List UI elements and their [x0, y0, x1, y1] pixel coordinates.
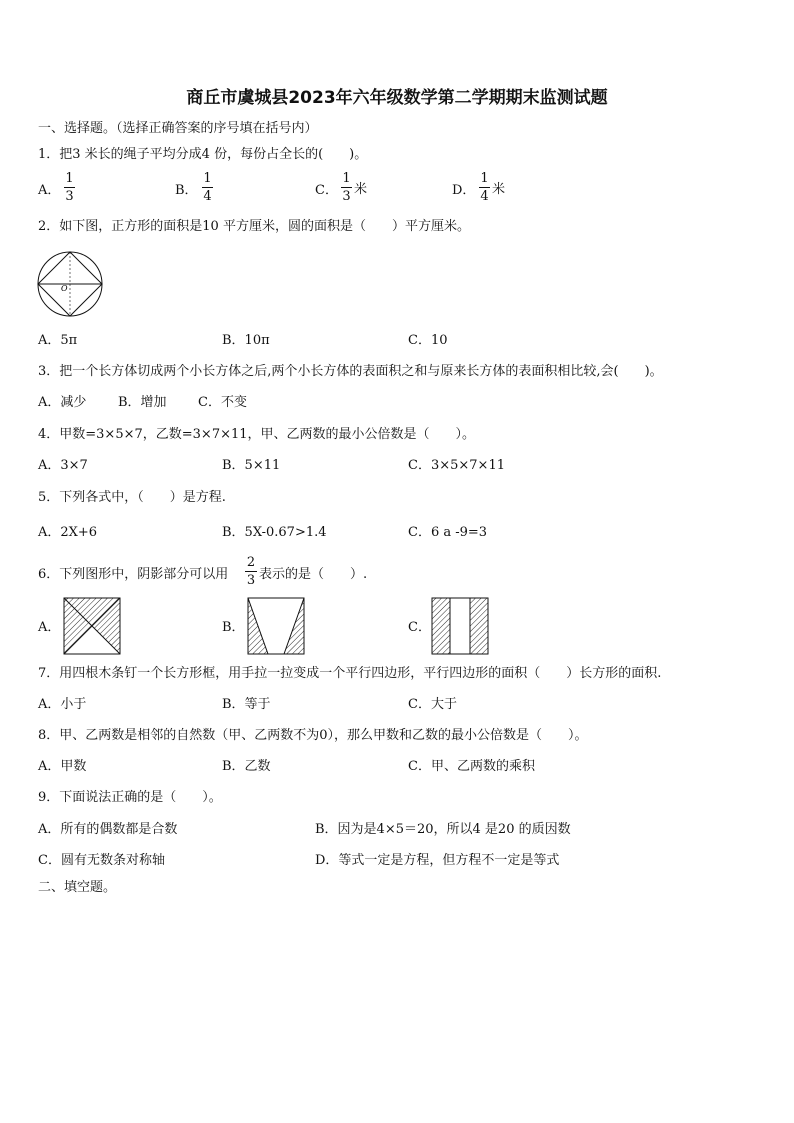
question-9-option-a: A．所有的偶数都是合数: [38, 822, 178, 837]
fraction-numerator: 1: [342, 171, 351, 186]
question-8-option-b: B．乙数: [222, 759, 271, 774]
question-3-option-c: C．不变: [198, 395, 247, 410]
fraction-denominator: 4: [203, 189, 212, 204]
question-1-stem: 1．把3 米长的绳子平均分成4 份，每份占全长的( )。: [38, 147, 368, 162]
question-7-stem: 7．用四根木条钉一个长方形框，用手拉一拉变成一个平行四边形，平行四边形的面积（ ）长方形的面积.: [38, 666, 662, 681]
center-label: O: [61, 284, 68, 293]
section-heading-fill-blank: 二、填空题。: [38, 880, 117, 895]
option-label: B．: [175, 183, 198, 198]
question-3-stem: 3．把一个长方体切成两个小长方体之后,两个小长方体的表面积之和与原来长方体的表面积相比较,会( )。: [38, 364, 663, 379]
question-4-option-b: B．5×11: [222, 458, 281, 473]
question-6-option-b-label: B．: [222, 620, 245, 635]
fraction-numerator: 2: [246, 555, 256, 570]
question-9-option-b: B．因为是4×5＝20，所以4 是20 的质因数: [315, 822, 571, 837]
fraction-denominator: 3: [246, 573, 256, 588]
question-4-option-c: C．3×5×7×11: [408, 458, 505, 473]
question-5-stem: 5．下列各式中，（ ）是方程.: [38, 490, 226, 505]
fraction: [202, 172, 213, 203]
fraction: [245, 556, 257, 587]
option-label: C．: [315, 183, 338, 198]
question-6-option-a-label: A．: [38, 620, 61, 635]
question-9-option-d: D．等式一定是方程，但方程不一定是等式: [315, 853, 560, 868]
question-6-stem-end: 表示的是（ ）.: [259, 567, 368, 582]
question-3-option-b: B．增加: [118, 395, 167, 410]
question-9-option-c: C．圆有无数条对称轴: [38, 853, 165, 868]
question-6-option-c-label: C．: [408, 620, 431, 635]
fraction-numerator: 1: [480, 171, 489, 186]
fraction-numerator: 1: [65, 171, 74, 186]
question-2-stem: 2．如下图，正方形的面积是10 平方厘米，圆的面积是（ ）平方厘米。: [38, 219, 470, 234]
section-heading-choice: 一、选择题。（选择正确答案的序号填在括号内）: [38, 121, 318, 136]
question-8-option-a: A．甲数: [38, 759, 87, 774]
question-7-option-c: C．大于: [408, 697, 457, 712]
fraction-denominator: 3: [65, 189, 74, 204]
question-6-stem-start: 6．下列图形中，阴影部分可以用: [38, 567, 229, 582]
question-8-stem: 8．甲、乙两数是相邻的自然数（甲、乙两数不为0），那么甲数和乙数的最小公倍数是（ ）。: [38, 728, 588, 743]
unit-text: 米: [492, 182, 506, 197]
circle-square-figure: [36, 250, 104, 318]
question-9-stem: 9．下面说法正确的是（ ）。: [38, 790, 222, 805]
page-title: 商丘市虞城县2023年六年级数学第二学期期末监测试题: [186, 88, 608, 108]
fraction-denominator: 3: [342, 189, 351, 204]
question-7-option-b: B．等于: [222, 697, 271, 712]
question-3-option-a: A．减少: [38, 395, 87, 410]
question-2-option-a: A．5π: [38, 333, 78, 348]
option-label: A．: [38, 183, 61, 198]
question-5-option-b: B．5X-0.67>1.4: [222, 525, 327, 540]
fraction: [341, 172, 352, 203]
question-2-option-c: C．10: [408, 333, 448, 348]
shaded-square-figure-b: [247, 597, 305, 655]
question-5-option-a: A．2X+6: [38, 525, 98, 540]
question-4-option-a: A．3×7: [38, 458, 88, 473]
unit-text: 米: [354, 182, 368, 197]
fraction: [64, 172, 75, 203]
shaded-square-figure-c: [431, 597, 489, 655]
shaded-square-figure-a: [63, 597, 121, 655]
fraction: [479, 172, 490, 203]
question-4-stem: 4．甲数=3×5×7，乙数=3×7×11，甲、乙两数的最小公倍数是（ ）。: [38, 427, 476, 442]
fraction-denominator: 4: [480, 189, 489, 204]
fraction-numerator: 1: [203, 171, 212, 186]
question-8-option-c: C．甲、乙两数的乘积: [408, 759, 535, 774]
question-5-option-c: C．6 a -9=3: [408, 525, 488, 540]
option-label: D．: [452, 183, 476, 198]
question-2-option-b: B．10π: [222, 333, 270, 348]
question-7-option-a: A．小于: [38, 697, 87, 712]
